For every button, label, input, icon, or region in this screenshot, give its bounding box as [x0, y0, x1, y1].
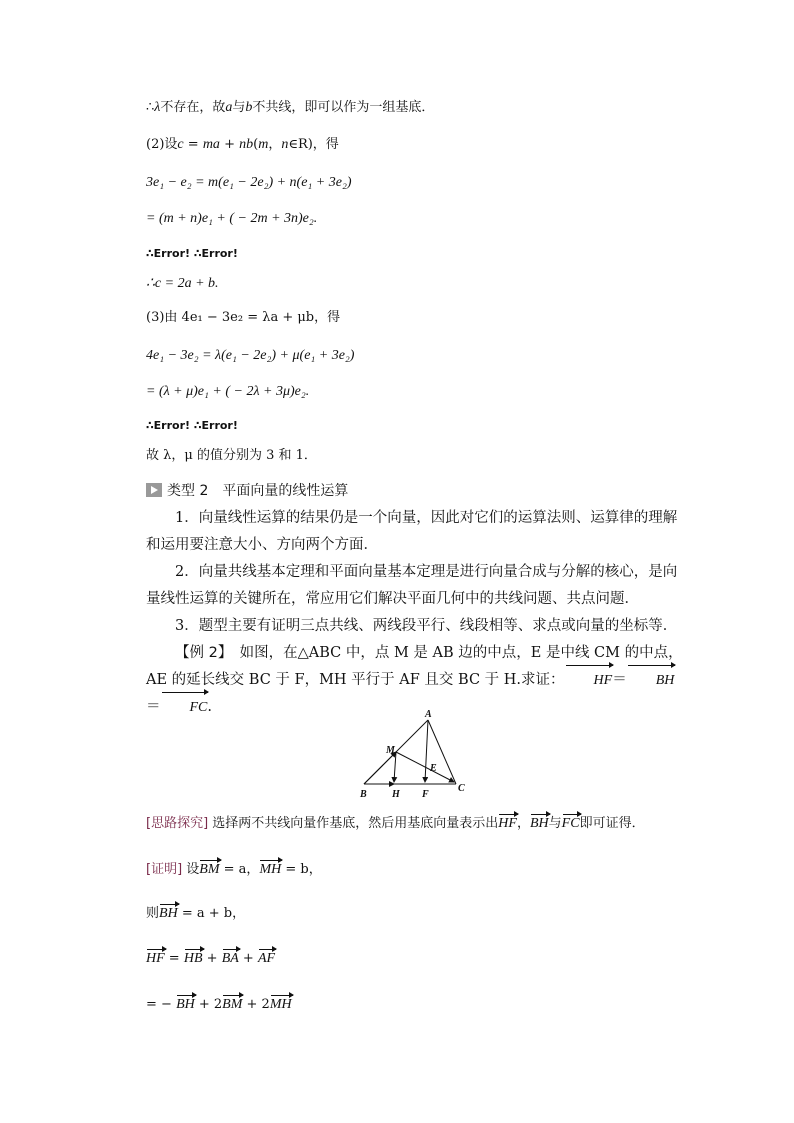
proof-line-1: [证明] 设BM = a，MH = b，	[146, 862, 322, 877]
solution-line-8: 4e₁ − 3e₂ = λ(e₁ − 2e₂) + μ(e₁ + 3e₂)	[146, 348, 355, 363]
example-tag: 【例 2】	[175, 645, 226, 661]
solution-line-6: ∴c = 2a + b.	[146, 276, 219, 291]
error-line-2: ∴Error! ∴Error!	[146, 419, 238, 432]
idea-tag: [思路探究]	[146, 816, 209, 831]
triangle-figure	[356, 708, 476, 800]
label-c: C	[458, 783, 465, 794]
label-b: B	[360, 789, 367, 800]
label-e: E	[430, 763, 437, 774]
solution-line-3: 3e₁ − e₂ = m(e₁ − 2e₂) + n(e₁ + 3e₂)	[146, 175, 352, 190]
vector-fc: FC	[161, 694, 208, 721]
side-ac	[428, 720, 456, 784]
paragraph-3: 3．题型主要有证明三点共线、两线段平行、线段相等、求点或向量的坐标等．	[175, 618, 678, 634]
idea-line: [思路探究] 选择两不共线向量作基底，然后用基底向量表示出HF，BH与FC即可证得．	[146, 816, 645, 831]
proof-tag: [证明]	[146, 862, 183, 877]
example-statement: 【例 2】 如图，在△ABC 中，点 M 是 AB 边的中点，E 是中线 CM 的中点，AE 的延长线交 BC 于 F，MH 平行于 AF 且交 BC 于 H.求证： HF＝ BH＝ FC.	[146, 640, 686, 721]
label-f: F	[422, 789, 429, 800]
vector-bh: BH	[627, 667, 675, 694]
label-h: H	[392, 789, 400, 800]
section-heading	[146, 480, 348, 500]
proof-line-2: 则BH = a + b，	[146, 906, 246, 921]
paragraph-2: 2．向量共线基本定理和平面向量基本定理是进行向量合成与分解的核心，是向量线性运算的关键所在，常应用它们解决平面几何中的共线问题、共点问题．	[146, 564, 678, 607]
lambda-symbol: λ	[154, 100, 161, 115]
solution-line-11: 故 λ，μ 的值分别为 3 和 1．	[146, 448, 317, 463]
solution-line-1: ∴λ不存在，故a与b不共线，即可以作为一组基底．	[146, 100, 435, 115]
line-mh	[394, 752, 396, 782]
proof-line-4: = − BH + 2BM + 2MH	[146, 997, 292, 1012]
error-line-1: ∴Error! ∴Error!	[146, 247, 238, 260]
line-af	[425, 720, 428, 782]
paragraph-1: 1．向量线性运算的结果仍是一个向量，因此对它们的运算法则、运算律的理解和运用要注意大小、方向两个方面．	[146, 510, 678, 553]
vector-hf: HF	[565, 667, 613, 694]
solution-line-7: (3)由 4e₁ − 3e₂ = λa + μb，得	[146, 310, 341, 325]
solution-line-4: = (m + n)e₁ + ( − 2m + 3n)e₂.	[146, 211, 318, 226]
solution-line-2: (2)设c = ma + nb(m，n∈R)，得	[146, 137, 339, 152]
section-title: 类型 2 平面向量的线性运算	[167, 483, 349, 499]
vector-bm-arrow	[364, 752, 396, 784]
therefore-symbol: ∴	[146, 100, 155, 115]
label-m: M	[386, 745, 395, 756]
play-triangle-icon	[146, 483, 162, 497]
solution-line-9: = (λ + μ)e₁ + ( − 2λ + 3μ)e₂.	[146, 384, 310, 399]
label-a: A	[425, 709, 432, 720]
proof-line-3: HF = HB + BA + AF	[146, 951, 276, 966]
